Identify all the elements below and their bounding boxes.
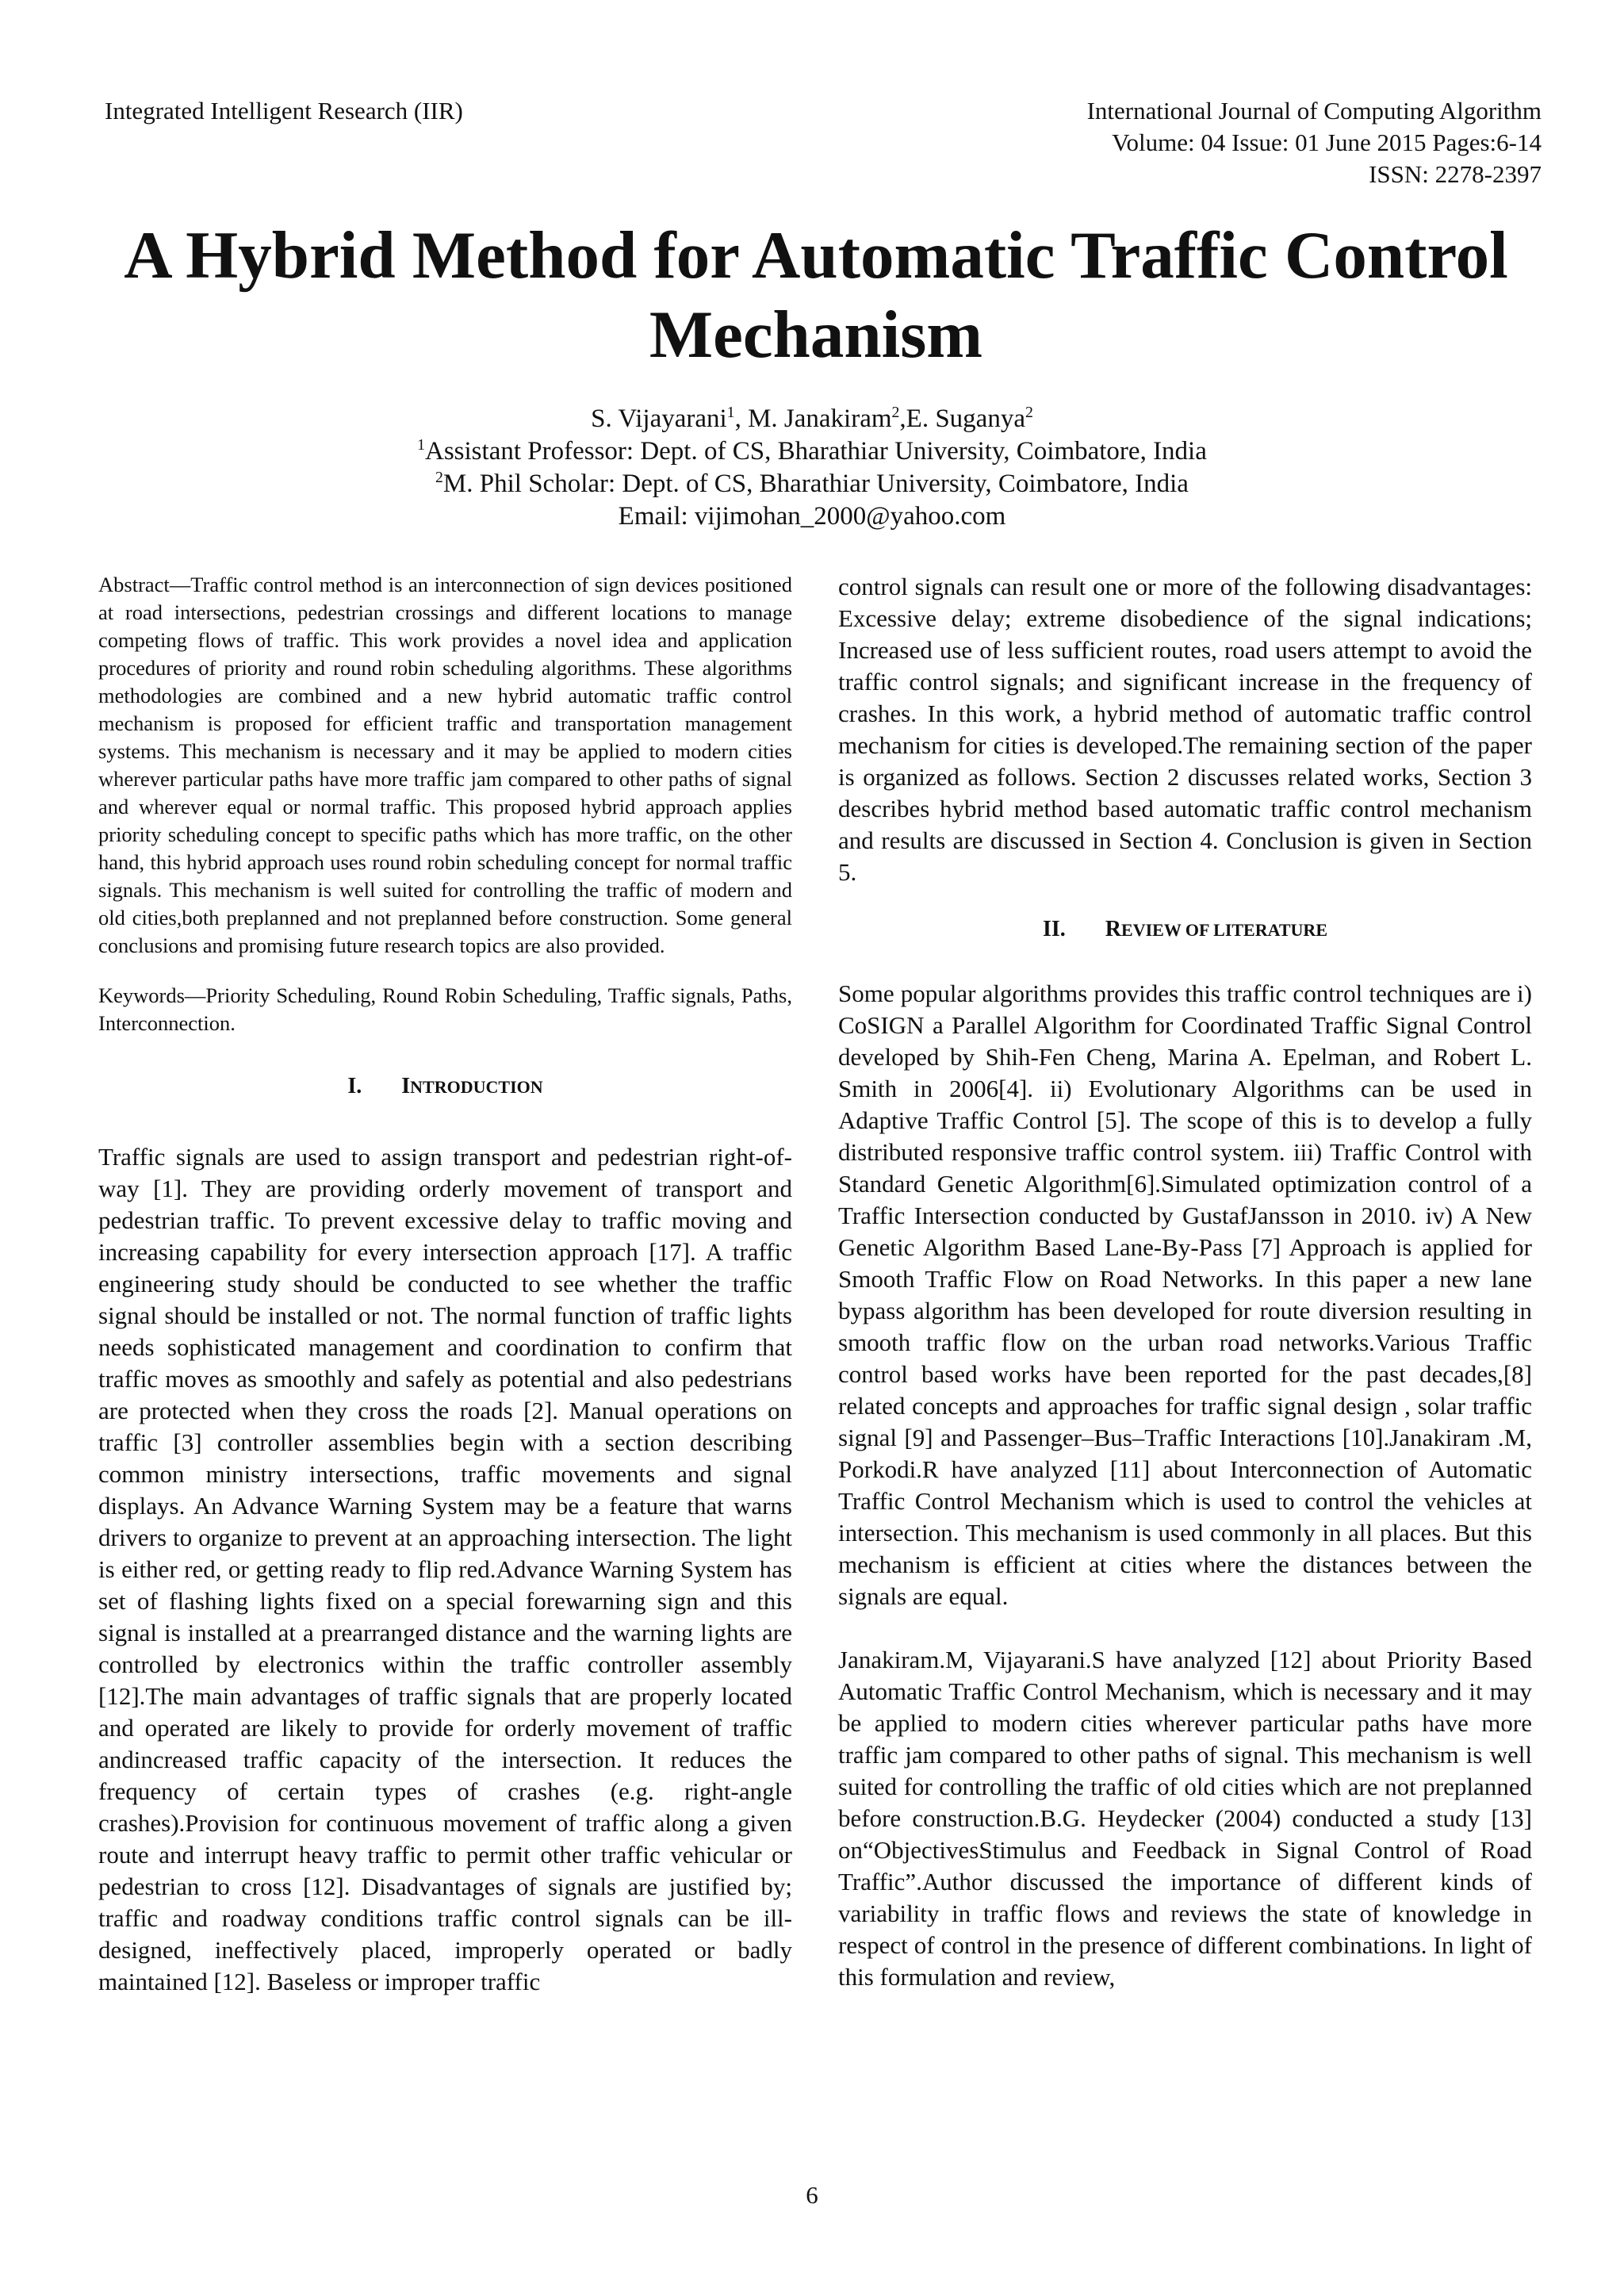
- journal-volume: Volume: 04 Issue: 01 June 2015 Pages:6-14: [1112, 128, 1542, 156]
- left-column: [98, 571, 792, 1998]
- section-title-rest: NTRODUCTION: [410, 1077, 543, 1097]
- review-paragraph-1: Some popular algorithms provides this traffic control techniques are i) CoSIGN a Parallel Algorithm for Coordinated Traffic Signal Control developed by Shih-Fen Cheng, Marina A. Epelman, and Robert L. Smith in 2006[4]. ii) Evolutionary Algorithms can be used in Adaptive Traffic Control [5]. The scope of this is to develop a fully distributed responsive traffic control system. iii) Traffic Control with Standard Genetic Algorithm[6].Simulated optimization control of a Traffic Intersection conducted by GustafJansson in 2010. iv) A New Genetic Algorithm Based Lane-By-Pass [7] Approach is applied for Smooth Traffic Flow on Road Networks. In this paper a new lane bypass algorithm has been developed for route diversion resulting in smooth traffic flow on the urban road networks.Various Traffic control based works have been reported for the past decades,[8] related concepts and approaches for traffic signal design , solar traffic signal [9] and Passenger–Bus–Traffic Interactions [10].Janakiram .M, Porkodi.R have analyzed [11] about Interconnection of Automatic Traffic Control Mechanism which is used to control the vehicles at intersection. This mechanism is used commonly in all places. But this mechanism is efficient at cities where the distances between the signals are equal.: [838, 979, 1532, 1610]
- section-title-initial: R: [1105, 917, 1122, 941]
- author-separator: ,: [734, 404, 749, 433]
- abstract: Abstract—Traffic control method is an interconnection of sign devices positioned at road intersections, pedestrian crossings and different locations to manage competing flows of traffic. This work provides a novel idea and application procedures of priority and round robin scheduling algorithms. These algorithms methodologies are combined and a new hybrid automatic traffic control mechanism is proposed for efficient traffic and transportation management systems. This mechanism is necessary and it may be applied to modern cities wherever particular paths have more traffic jam compared to other paths of signal and wherever equal or normal traffic. This proposed hybrid approach applies priority scheduling concept to specific paths which has more traffic, on the other hand, this hybrid approach uses round robin scheduling concept for normal traffic signals. This mechanism is well suited for controlling the traffic of modern and old cities,both preplanned and not preplanned before construction. Some general conclusions and promising future research topics are also provided.: [98, 573, 792, 957]
- running-header-right: [1087, 95, 1542, 190]
- author-3: E. Suganya: [906, 404, 1025, 433]
- section-title-initial: I: [401, 1074, 411, 1098]
- running-header-left: Integrated Intelligent Research (IIR): [105, 97, 463, 125]
- introduction-paragraph: Traffic signals are used to assign transport and pedestrian right-of-way [1]. They are providing orderly movement of transport and pedestrian traffic. To prevent excessive delay to traffic moving and increasing capability for every intersection approach [17]. A traffic engineering study should be conducted to see whether the traffic signal should be installed or not. The normal function of traffic lights needs sophisticated management and coordination to confirm that traffic moves as smoothly and safely as potential and also pedestrians are protected when they cross the roads [2]. Manual operations on traffic [3] controller assemblies begin with a section describing common ministry intersections, traffic movements and signal displays. An Advance Warning System may be a feature that warns drivers to organize to prevent at an approaching intersection. The light is either red, or getting ready to flip red.Advance Warning System has set of flashing lights fixed on a special forewarning sign and this signal is installed at a prearranged distance and the warning lights are controlled by electronics within the traffic controller assembly [12].The main advantages of traffic signals that are properly located and operated are likely to provide for orderly movement of traffic andincreased traffic capacity of the intersection. It reduces the frequency of certain types of crashes (e.g. right-angle crashes).Provision for continuous movement of traffic along a given route and interrupt heavy traffic to permit other traffic vehicular or pedestrian to cross [12]. Disadvantages of signals are justified by; traffic and roadway conditions traffic control signals can be ill-designed, ineffectively placed, improperly operated or badly maintained [12]. Baseless or improper traffic: [98, 1143, 792, 1995]
- author-names: [0, 403, 1624, 435]
- affiliation-1-text: Assistant Professor: Dept. of CS, Bharathiar University, Coimbatore, India: [425, 437, 1207, 466]
- introduction-continuation: control signals can result one or more of the following disadvantages: Excessive delay; extreme disobedience of the signal indications; Increased use of less sufficient routes, road users attempt to avoid the traffic control signals; and significant increase in the frequency of crashes. In this work, a hybrid method of automatic traffic control mechanism for cities is developed.The remaining section of the paper is organized as follows. Section 2 discusses related works, Section 3 describes hybrid method based automatic traffic control mechanism and results are discussed in Section 4. Conclusion is given in Section 5.: [838, 573, 1532, 886]
- affiliation-1: [0, 435, 1624, 468]
- right-column: [838, 571, 1532, 1993]
- paper-title-line-2: Mechanism: [649, 297, 983, 372]
- section-number: I.: [347, 1074, 362, 1098]
- journal-name: International Journal of Computing Algorithm: [1086, 97, 1542, 125]
- affiliation-2-mark: 2: [435, 469, 443, 486]
- author-3-affiliation-mark: 2: [1025, 404, 1033, 421]
- page-number: 6: [806, 2181, 818, 2209]
- paper-title-line-1: A Hybrid Method for Automatic Traffic Control: [124, 218, 1508, 293]
- affiliation-2: [0, 468, 1624, 500]
- section-heading-introduction: [98, 1072, 792, 1102]
- author-1-affiliation-mark: 1: [726, 404, 735, 421]
- contact-email: Email: vijimohan_2000@yahoo.com: [618, 502, 1006, 531]
- paper-title: [87, 216, 1545, 374]
- author-separator: ,: [899, 404, 906, 433]
- section-number: II.: [1042, 917, 1066, 941]
- section-heading-review-of-literature: [838, 915, 1532, 945]
- review-paragraph-2: Janakiram.M, Vijayarani.S have analyzed [12] about Priority Based Automatic Traffic Control Mechanism, which is necessary and it may be applied to modern cities wherever particular paths have more traffic jam compared to other paths of signal. This mechanism is well suited for controlling the traffic of old cities which are not preplanned before construction.B.G. Heydecker (2004) conducted a study [13] on“ObjectivesStimulus and Feedback in Signal Control of Road Traffic”.Author discussed the importance of different kinds of variability in traffic flows and reviews the state of knowledge in respect of control in the presence of different combinations. In light of this formulation and review,: [838, 1646, 1532, 1991]
- journal-issn: ISSN: 2278-2397: [1369, 160, 1542, 188]
- author-block: [0, 403, 1624, 533]
- affiliation-1-mark: 1: [417, 436, 425, 454]
- author-1: S. Vijayarani: [591, 404, 727, 433]
- keywords: Keywords—Priority Scheduling, Round Robin Scheduling, Traffic signals, Paths, Interconnection.: [98, 983, 792, 1035]
- author-2-affiliation-mark: 2: [891, 404, 900, 421]
- section-title-rest: EVIEW OF LITERATURE: [1121, 920, 1327, 940]
- affiliation-2-text: M. Phil Scholar: Dept. of CS, Bharathiar University, Coimbatore, India: [442, 470, 1189, 498]
- author-2: M. Janakiram: [748, 404, 892, 433]
